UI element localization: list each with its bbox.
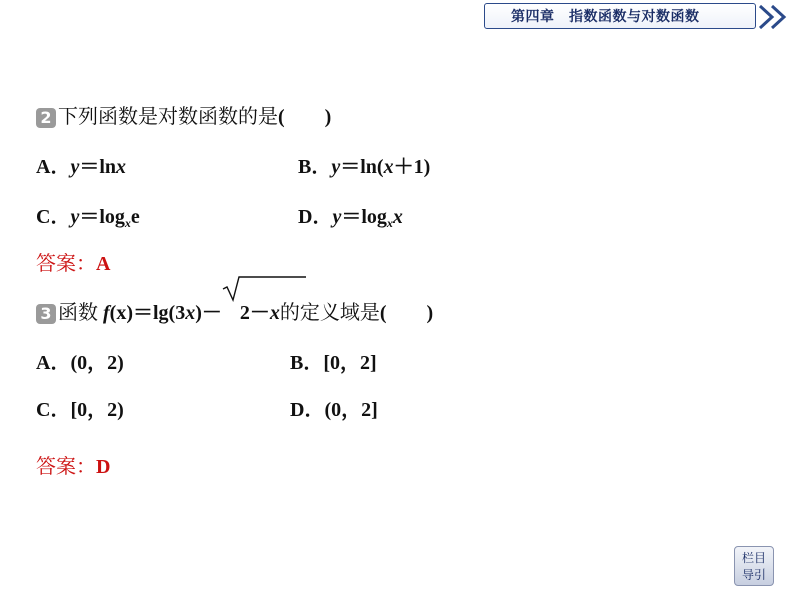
q2-option-b <box>298 150 430 179</box>
option-expr: ＝ln( <box>340 156 384 178</box>
option-var: x <box>116 156 127 178</box>
option-expr: ＝log <box>79 206 125 228</box>
question-2-blank: ( ) <box>278 106 332 128</box>
option-var: y <box>70 206 80 228</box>
answer-label: 答案： <box>36 251 96 275</box>
option-label: C． <box>36 206 71 228</box>
question-3-blank: ( ) <box>379 302 434 324</box>
option-label: B． <box>298 156 332 178</box>
question-3-text: 函数 <box>58 300 98 324</box>
option-expr: ＝log <box>341 206 387 228</box>
q3-option-a <box>36 346 124 375</box>
option-label: B． <box>290 352 324 374</box>
radicand-var: x <box>269 302 280 324</box>
question-2-stem <box>36 100 331 129</box>
function-expr: ＝lg(3 <box>133 302 186 324</box>
section-nav-button[interactable] <box>734 546 774 586</box>
chapter-header <box>484 3 756 29</box>
option-label: A． <box>36 156 71 178</box>
square-root <box>222 296 280 325</box>
option-value: (0，2) <box>70 352 124 374</box>
option-expr: e <box>130 206 140 228</box>
question-number-badge: 3 <box>36 304 56 324</box>
q3-answer <box>36 450 110 479</box>
function-var: x <box>185 302 196 324</box>
question-3-text: 的定义域是 <box>279 300 380 324</box>
option-label: C． <box>36 399 71 421</box>
function-expr: )－ <box>195 302 222 324</box>
option-value: [0，2) <box>70 399 124 421</box>
radicand: 2－ <box>239 302 270 324</box>
function-name: f <box>103 302 110 324</box>
question-2-text: 下列函数是对数函数的是 <box>58 104 278 128</box>
chapter-title: 第四章 指数函数与对数函数 <box>511 9 700 25</box>
option-value: (0，2] <box>324 399 378 421</box>
option-label: D． <box>290 399 325 421</box>
question-3-stem <box>36 296 433 325</box>
q3-option-c <box>36 393 124 422</box>
option-var: x <box>383 156 394 178</box>
q3-option-d <box>290 393 378 422</box>
answer-value: D <box>96 456 111 478</box>
option-var: y <box>331 156 341 178</box>
option-var: y <box>70 156 80 178</box>
nav-label-line1: 栏目 <box>741 551 766 565</box>
option-expr: ＋1) <box>393 156 431 178</box>
q2-option-c <box>36 200 140 231</box>
q3-option-b <box>290 346 377 375</box>
option-label: D． <box>298 206 333 228</box>
q2-option-a <box>36 150 126 179</box>
log-base: x <box>124 216 131 230</box>
question-number-badge: 2 <box>36 108 56 128</box>
log-base: x <box>386 216 393 230</box>
option-value: [0，2] <box>323 352 377 374</box>
function-arg: (x) <box>109 302 133 324</box>
answer-label: 答案： <box>36 454 96 478</box>
option-expr: ＝ln <box>79 156 117 178</box>
answer-value: A <box>96 253 111 275</box>
option-var: y <box>332 206 342 228</box>
chevron-right-icon <box>756 3 790 31</box>
option-label: A． <box>36 352 71 374</box>
q2-option-d <box>298 200 403 231</box>
nav-label-line2: 导引 <box>741 568 766 582</box>
radical-sign-icon <box>222 274 306 302</box>
q2-answer <box>36 247 110 276</box>
option-var: x <box>392 206 403 228</box>
